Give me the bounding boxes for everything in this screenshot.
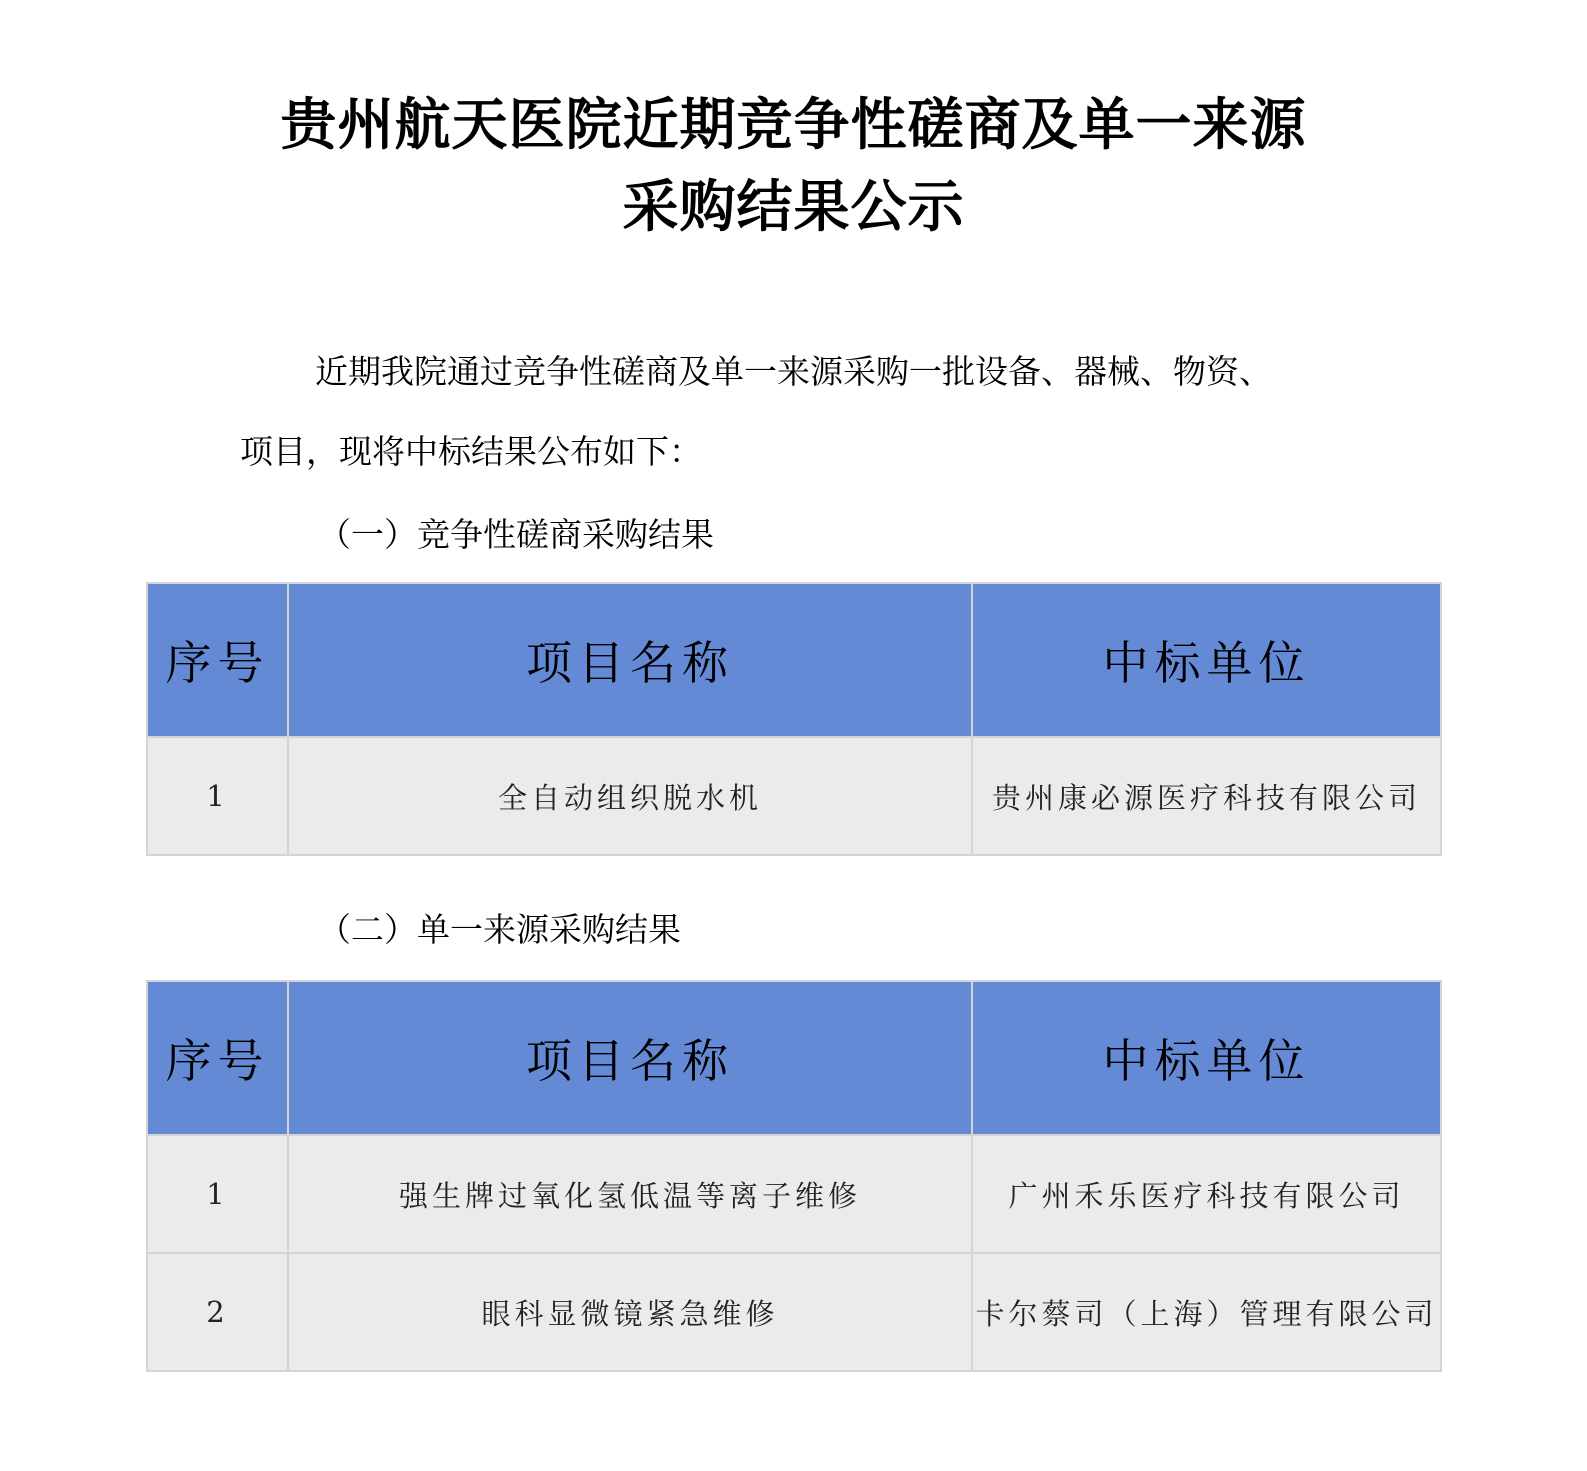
table-row xyxy=(147,1253,1441,1371)
page-title-line-2: 采购结果公示 xyxy=(622,175,965,240)
header-project-name: 项目名称 xyxy=(288,981,972,1135)
cell-winning-bidder: 卡尔蔡司（上海）管理有限公司 xyxy=(972,1253,1441,1371)
header-serial-number: 序号 xyxy=(147,981,288,1135)
section-2-heading: （二）单一来源采购结果 xyxy=(318,910,681,949)
intro-paragraph-line-1: 近期我院通过竞争性磋商及单一来源采购一批设备、器械、物资、 xyxy=(315,352,1272,391)
header-winning-bidder: 中标单位 xyxy=(972,981,1441,1135)
cell-project-name: 全自动组织脱水机 xyxy=(288,737,972,855)
table-header-row xyxy=(147,583,1441,737)
table-row xyxy=(147,1135,1441,1253)
intro-paragraph-line-2: 项目，现将中标结果公布如下： xyxy=(240,432,702,471)
section-1-heading: （一）竞争性磋商采购结果 xyxy=(318,515,714,554)
header-project-name: 项目名称 xyxy=(288,583,972,737)
table-row xyxy=(147,737,1441,855)
header-serial-number: 序号 xyxy=(147,583,288,737)
cell-winning-bidder: 广州禾乐医疗科技有限公司 xyxy=(972,1135,1441,1253)
cell-serial-number: 1 xyxy=(147,1135,288,1253)
table-header-row xyxy=(147,981,1441,1135)
cell-serial-number: 2 xyxy=(147,1253,288,1371)
single-source-results-table xyxy=(146,980,1442,1372)
cell-winning-bidder: 贵州康必源医疗科技有限公司 xyxy=(972,737,1441,855)
competitive-negotiation-results-table xyxy=(146,582,1442,856)
header-winning-bidder: 中标单位 xyxy=(972,583,1441,737)
cell-serial-number: 1 xyxy=(147,737,288,855)
cell-project-name: 强生牌过氧化氢低温等离子维修 xyxy=(288,1135,972,1253)
cell-project-name: 眼科显微镜紧急维修 xyxy=(288,1253,972,1371)
page-title-line-1: 贵州航天医院近期竞争性磋商及单一来源 xyxy=(280,93,1307,158)
